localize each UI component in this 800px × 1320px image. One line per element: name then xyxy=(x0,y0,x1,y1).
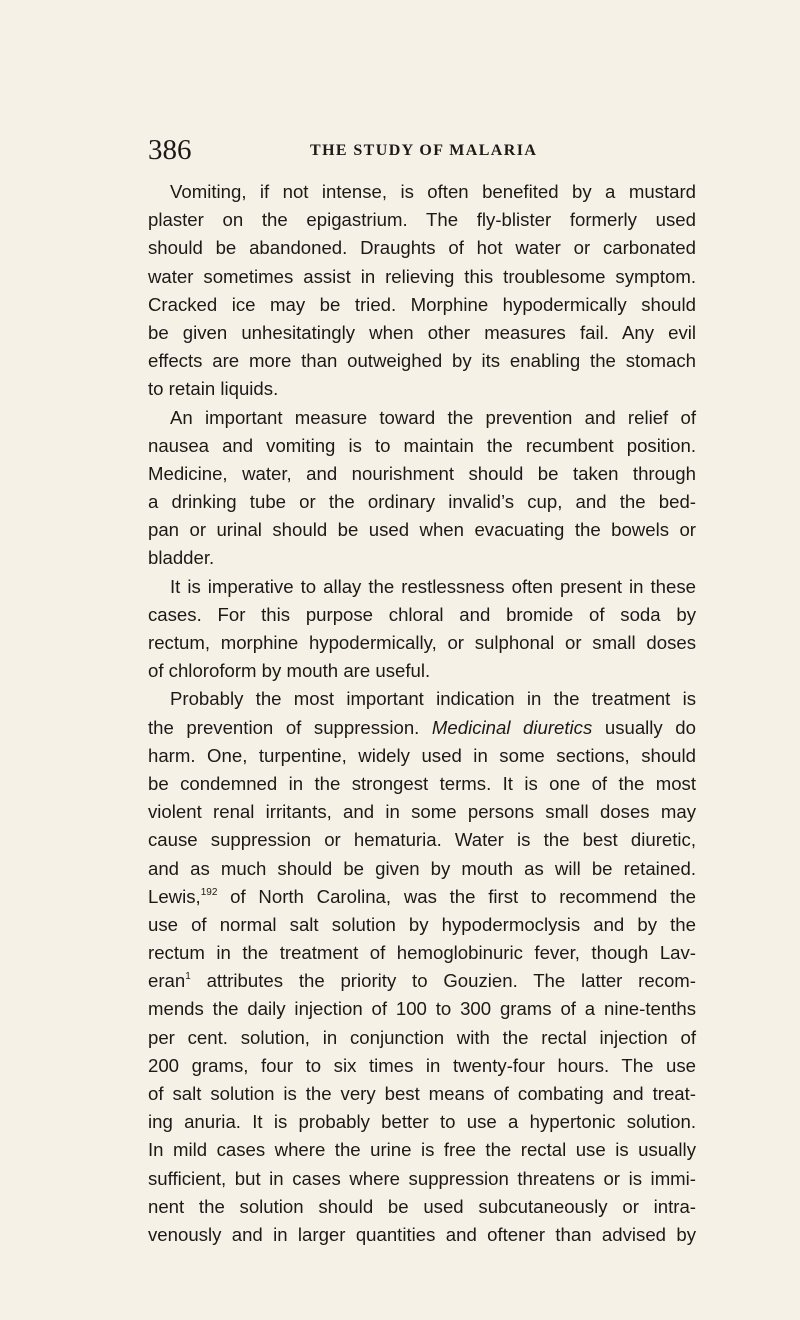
text-segment: nent the solution should be used subcutaneously or intra- xyxy=(148,1195,696,1217)
text-segment: plaster on the epigastrium. The fly-blister formerly used xyxy=(148,209,696,231)
text-line xyxy=(148,178,696,206)
text-segment: effects are more than outweighed by its enabling the stomach xyxy=(148,350,696,372)
text-line xyxy=(148,798,696,826)
text-line xyxy=(148,291,696,319)
footnote-reference: 192 xyxy=(200,886,218,898)
text-segment: use of normal salt solution by hypodermoclysis and by the xyxy=(148,913,696,935)
text-line xyxy=(148,714,696,742)
text-segment: harm. One, turpentine, widely used in some sections, should xyxy=(148,744,696,766)
text-segment: An important measure toward the prevention and relief of xyxy=(170,406,696,428)
text-segment: bladder. xyxy=(148,547,215,569)
text-line xyxy=(148,742,696,770)
text-line xyxy=(148,404,696,432)
text-line xyxy=(148,1136,696,1164)
text-line xyxy=(148,995,696,1023)
text-line xyxy=(148,967,696,995)
text-segment: of salt solution is the very best means of combating and treat- xyxy=(148,1083,696,1104)
text-segment: Vomiting, if not intense, is often benefited by a mustard xyxy=(170,181,696,202)
text-segment: attributes the priority to Gouzien. The latter recom- xyxy=(190,970,696,992)
text-line xyxy=(148,263,696,291)
text-segment: and as much should be given by mouth as will be retained. xyxy=(148,857,696,879)
running-title: THE STUDY OF MALARIA xyxy=(310,142,538,159)
text-segment: rectum in the treatment of hemoglobinuric fever, though Lav- xyxy=(148,942,696,964)
italic-text: Medicinal diuretics xyxy=(431,716,593,738)
text-segment: mends the daily injection of 100 to 300 grams of a nine-tenths xyxy=(148,998,696,1020)
text-segment: of North Carolina, was the first to recommend the xyxy=(217,885,696,907)
text-segment: Medicine, water, and nourishment should be taken through xyxy=(148,462,696,484)
text-segment: usually do xyxy=(592,716,696,738)
text-segment: violent renal irritants, and in some persons small doses may xyxy=(148,801,696,823)
text-segment: venously and in larger quantities and oftener than advised by xyxy=(148,1223,696,1245)
text-segment: It is imperative to allay the restlessness often present in these xyxy=(170,575,696,597)
text-line xyxy=(148,1165,696,1193)
text-line xyxy=(148,911,696,939)
text-segment: Probably the most important indication in the treatment is xyxy=(170,688,696,710)
text-line xyxy=(148,573,696,601)
text-segment: a drinking tube or the ordinary invalid’s cup, and the bed- xyxy=(148,491,696,513)
text-segment: water sometimes assist in relieving this troublesome symptom. xyxy=(148,265,696,287)
text-line xyxy=(148,516,696,544)
text-segment: of chloroform by mouth are useful. xyxy=(148,660,431,682)
text-segment: 200 grams, four to six times in twenty-four hours. The use xyxy=(148,1054,696,1076)
text-segment: ing anuria. It is probably better to use a hypertonic solution. xyxy=(148,1111,696,1133)
text-segment: sufficient, but in cases where suppression threatens or is immi- xyxy=(148,1167,696,1189)
text-line xyxy=(148,1193,696,1221)
text-line xyxy=(148,826,696,854)
text-line xyxy=(148,460,696,488)
text-segment: Lewis, xyxy=(148,885,201,907)
text-line xyxy=(148,685,696,713)
text-line xyxy=(148,883,696,911)
text-segment: cases. For this purpose chloral and bromide of soda by xyxy=(148,603,696,625)
text-line xyxy=(148,319,696,347)
text-segment: be given unhesitatingly when other measures fail. Any evil xyxy=(148,321,696,343)
text-segment: eran xyxy=(148,970,186,992)
text-segment: the prevention of suppression. xyxy=(148,716,432,738)
text-segment: per cent. solution, in conjunction with the rectal injection of xyxy=(148,1026,696,1048)
text-line xyxy=(148,432,696,460)
text-segment: nausea and vomiting is to maintain the recumbent position. xyxy=(148,434,696,456)
text-line xyxy=(148,1080,696,1108)
page-header xyxy=(148,130,696,174)
text-line xyxy=(148,770,696,798)
text-line xyxy=(148,657,696,685)
text-line xyxy=(148,1024,696,1052)
text-segment: to retain liquids. xyxy=(148,378,279,400)
text-line xyxy=(148,939,696,967)
text-segment: In mild cases where the urine is free the rectal use is usually xyxy=(148,1139,696,1161)
page-number: 386 xyxy=(148,134,192,166)
body-text xyxy=(148,178,696,1249)
text-line xyxy=(148,234,696,262)
text-line xyxy=(148,601,696,629)
text-segment: should be abandoned. Draughts of hot water or carbonated xyxy=(148,237,696,259)
text-line xyxy=(148,1221,696,1249)
text-segment: be condemned in the strongest terms. It is one of the most xyxy=(148,772,696,794)
text-line xyxy=(148,629,696,657)
text-segment: rectum, morphine hypodermically, or sulphonal or small doses xyxy=(148,632,696,653)
text-line xyxy=(148,347,696,375)
text-line xyxy=(148,375,696,403)
text-line xyxy=(148,1108,696,1136)
text-segment: cause suppression or hematuria. Water is the best diuretic, xyxy=(148,829,696,851)
text-segment: Cracked ice may be tried. Morphine hypodermically should xyxy=(148,293,696,315)
text-line xyxy=(148,855,696,883)
text-line xyxy=(148,488,696,516)
footnote-reference: 1 xyxy=(185,971,191,983)
text-line xyxy=(148,544,696,572)
text-line xyxy=(148,1052,696,1080)
text-line xyxy=(148,206,696,234)
text-segment: pan or urinal should be used when evacuating the bowels or xyxy=(148,519,696,541)
